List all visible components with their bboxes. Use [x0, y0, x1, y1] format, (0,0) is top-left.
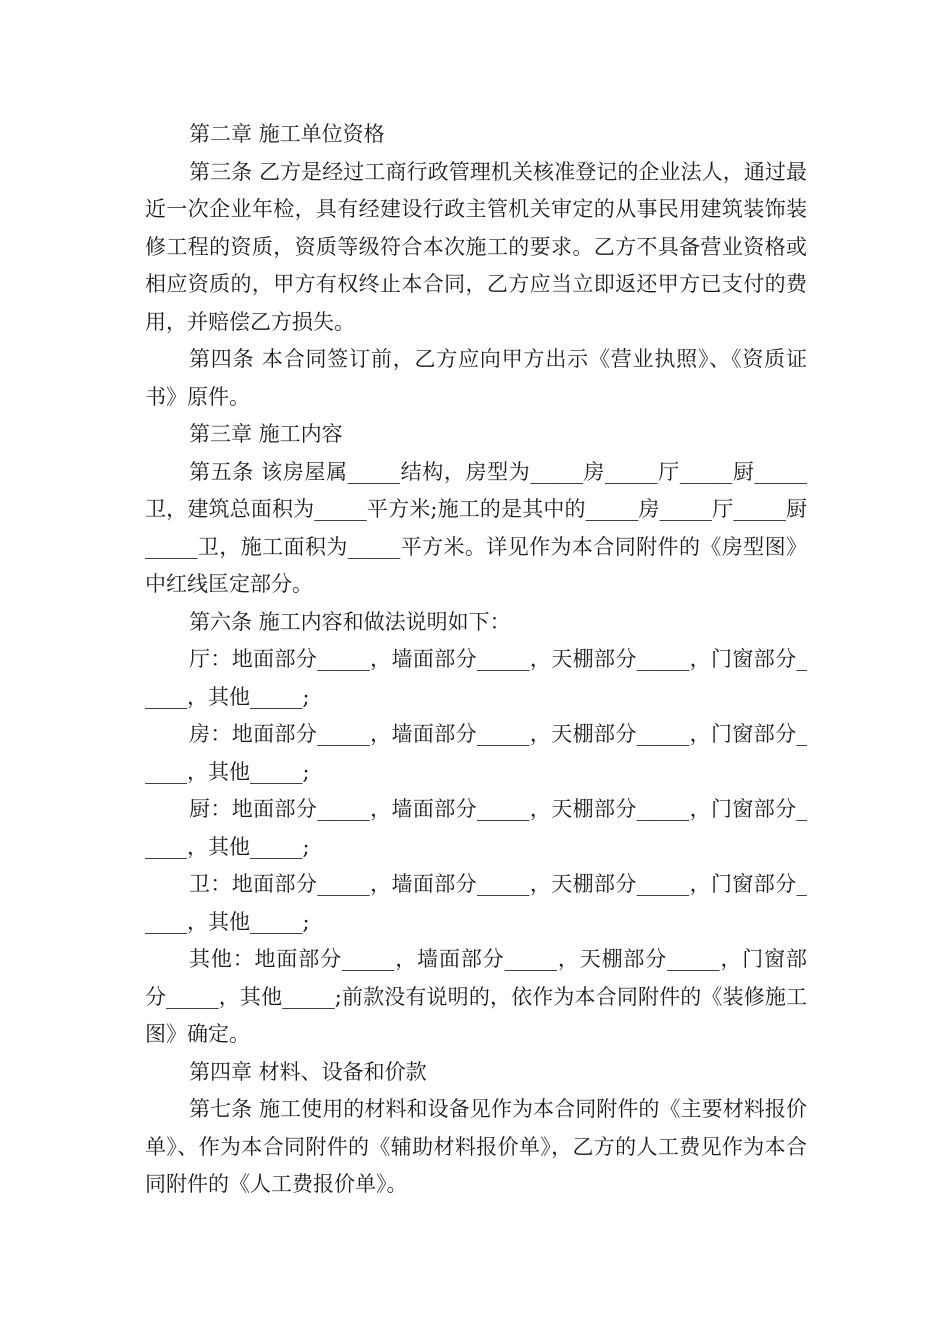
document-body [145, 116, 807, 1204]
article-7: 第七条 施工使用的材料和设备见作为本合同附件的《主要材料报价单》、作为本合同附件的《辅助材料报价单》，乙方的人工费见作为本合同附件的《人工费报价单》。 [145, 1097, 807, 1196]
article-3: 第三条 乙方是经过工商行政管理机关核准登记的企业法人，通过最近一次企业年检，具有经建设行政主管机关审定的从事民用建筑装饰装修工程的资质，资质等级符合本次施工的要求。乙方不具备营业资格或相应资质的，甲方有权终止本合同，乙方应当立即返还甲方已支付的费用，并赔偿乙方损失。 [145, 159, 807, 334]
item-kitchen: 厨：地面部分_____，墙面部分_____，天棚部分_____，门窗部分_____，其他_____; [145, 797, 807, 859]
chapter-4-heading: 第四章 材料、设备和价款 [189, 1059, 427, 1084]
chapter-2-heading: 第二章 施工单位资格 [189, 122, 385, 146]
item-living-room: 厅：地面部分_____，墙面部分_____，天棚部分_____，门窗部分_____，其他_____; [145, 647, 807, 709]
article-5: 第五条 该房屋属_____结构，房型为_____房_____厅_____厨_____卫，建筑总面积为_____平方米;施工的是其中的_____房_____厅_____厨_____卫，施工面积为_____平方米。详见作为本合同附件的《房型图》中红线匡定部分。 [145, 459, 807, 596]
item-bedroom: 房：地面部分_____，墙面部分_____，天棚部分_____，门窗部分_____，其他_____; [145, 722, 807, 784]
item-other: 其他：地面部分_____，墙面部分_____，天棚部分_____，门窗部分_____，其他_____;前款没有说明的，依作为本合同附件的《装修施工图》确定。 [145, 947, 807, 1046]
article-4: 第四条 本合同签订前，乙方应向甲方出示《营业执照》、《资质证书》原件。 [145, 347, 807, 409]
article-6: 第六条 施工内容和做法说明如下： [189, 609, 511, 634]
item-bathroom: 卫：地面部分_____，墙面部分_____，天棚部分_____，门窗部分_____，其他_____; [145, 872, 807, 934]
chapter-3-heading: 第三章 施工内容 [189, 422, 343, 446]
